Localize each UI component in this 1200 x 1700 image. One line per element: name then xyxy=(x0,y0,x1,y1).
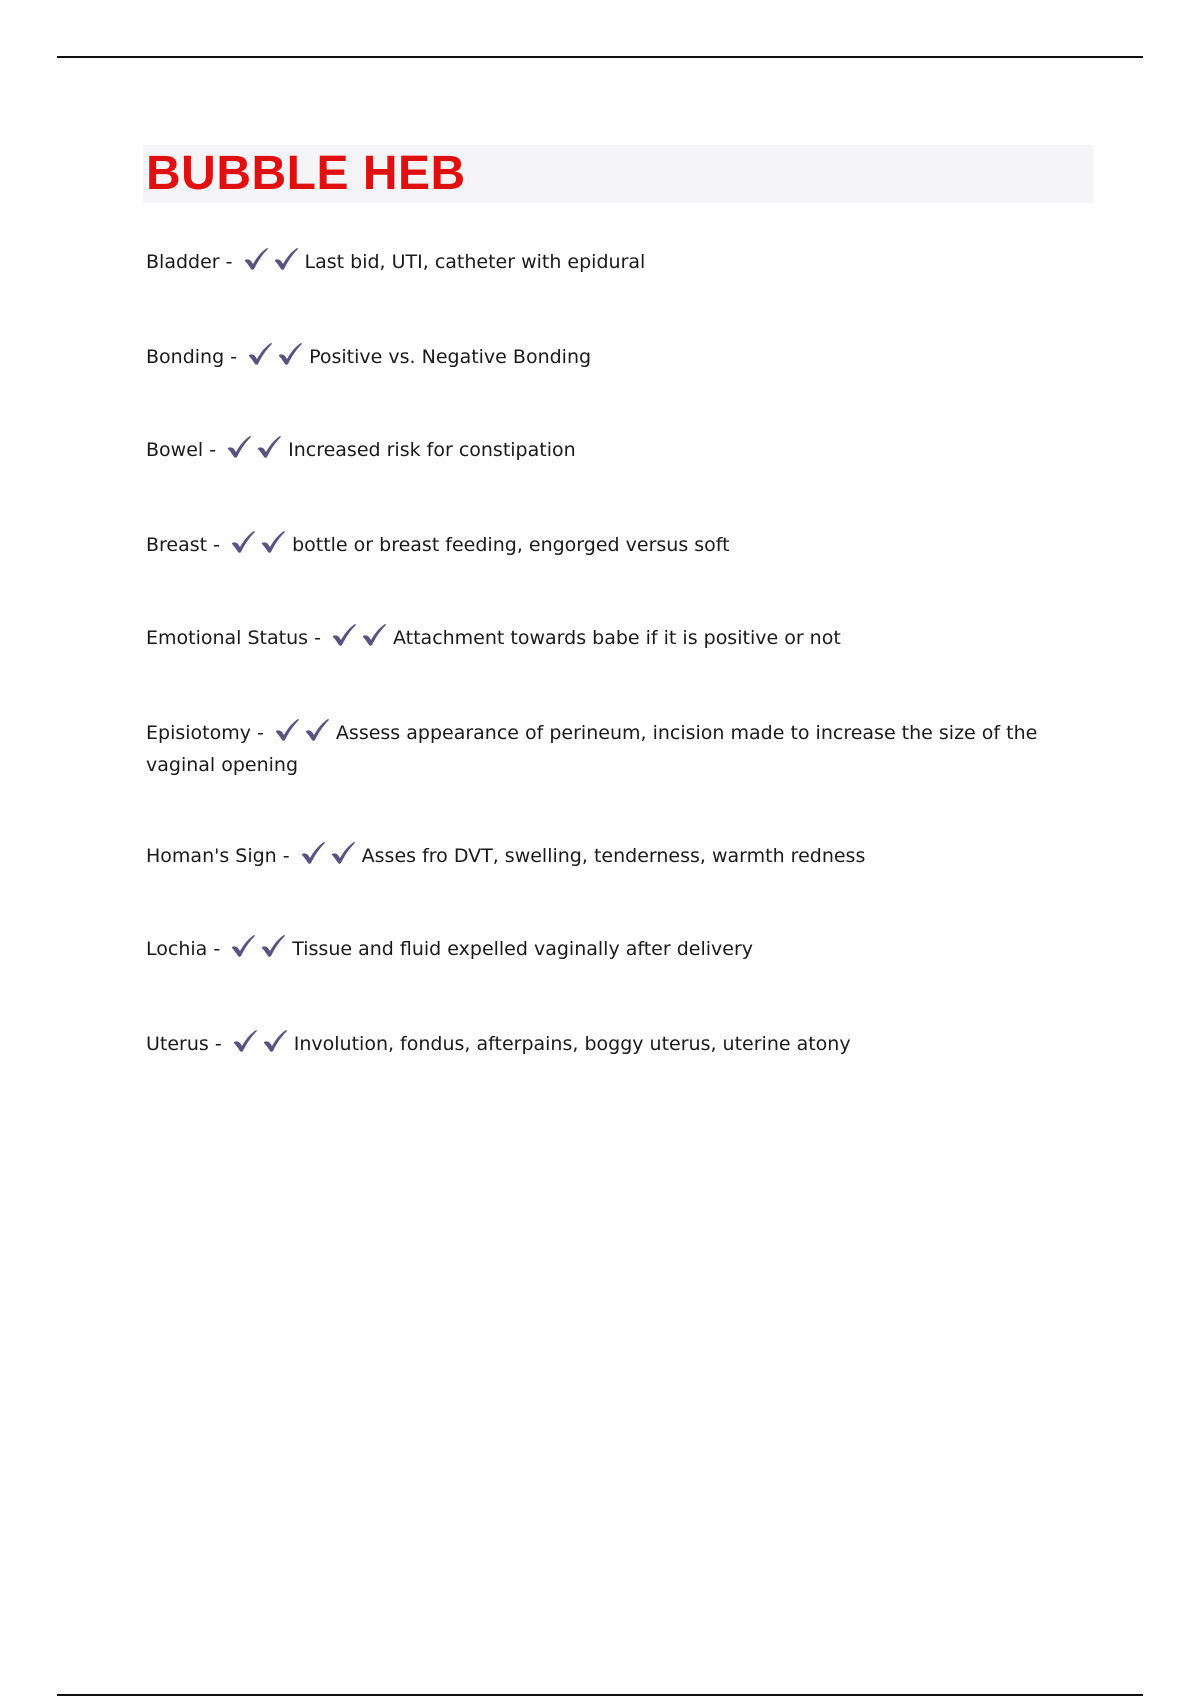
entry-homans-sign xyxy=(146,841,1066,874)
entry-episiotomy xyxy=(146,718,1066,780)
checkmark-icon xyxy=(247,342,273,366)
entry-definition: Involution, fondus, afterpains, boggy uterus, uterine atony xyxy=(293,1033,851,1055)
entry-breast xyxy=(146,530,1066,563)
checkmark-icon xyxy=(243,247,269,271)
checkmark-icon xyxy=(330,841,356,865)
double-check xyxy=(274,718,334,751)
entry-bladder xyxy=(146,247,1066,280)
entry-term: Episiotomy xyxy=(146,722,251,744)
entry-definition: Increased risk for constipation xyxy=(288,439,576,461)
entry-definition: Last bid, UTI, catheter with epidural xyxy=(304,251,646,273)
checkmark-icon xyxy=(274,718,300,742)
entry-term: Uterus xyxy=(146,1033,209,1055)
checkmark-icon xyxy=(304,718,330,742)
double-check xyxy=(230,530,290,563)
entry-separator: - xyxy=(219,251,239,273)
top-rule xyxy=(57,56,1143,58)
double-check xyxy=(331,623,391,656)
checkmark-icon xyxy=(300,841,326,865)
checkmark-icon xyxy=(226,435,252,459)
entry-separator: - xyxy=(203,439,223,461)
entry-separator: - xyxy=(308,627,327,649)
entry-uterus xyxy=(146,1029,1066,1062)
checkmark-icon xyxy=(361,623,387,647)
entry-term: Bowel xyxy=(146,439,204,461)
entry-separator: - xyxy=(250,722,270,744)
entry-term: Lochia xyxy=(146,938,208,960)
entry-term: Emotional Status xyxy=(146,627,309,649)
checkmark-icon xyxy=(262,1029,288,1053)
entry-term: Homan's Sign xyxy=(146,845,277,867)
entry-bonding xyxy=(146,342,1066,375)
checkmark-icon xyxy=(230,530,256,554)
checkmark-icon xyxy=(331,623,357,647)
entry-definition: Attachment towards babe if it is positive or not xyxy=(392,627,841,649)
entry-definition: Asses fro DVT, swelling, tenderness, warmth redness xyxy=(361,845,866,867)
entry-lochia xyxy=(146,934,1066,967)
entry-term: Bladder xyxy=(146,251,220,273)
checkmark-icon xyxy=(232,1029,258,1053)
double-check xyxy=(232,1029,292,1062)
checkmark-icon xyxy=(260,934,286,958)
entry-emotional-status xyxy=(146,623,1066,656)
checkmark-icon xyxy=(230,934,256,958)
double-check xyxy=(247,342,307,375)
entry-term: Bonding xyxy=(146,346,225,368)
double-check xyxy=(226,435,286,468)
double-check xyxy=(230,934,290,967)
entry-separator: - xyxy=(207,938,227,960)
entry-separator: - xyxy=(224,346,244,368)
checkmark-icon xyxy=(273,247,299,271)
checkmark-icon xyxy=(277,342,303,366)
entry-separator: - xyxy=(276,845,296,867)
entry-definition: Assess appearance of perineum, incision made to increase the size of the vaginal opening xyxy=(146,722,1038,776)
entry-definition: bottle or breast feeding, engorged versus soft xyxy=(292,534,730,556)
entry-definition: Positive vs. Negative Bonding xyxy=(309,346,592,368)
double-check xyxy=(243,247,303,280)
bottom-rule xyxy=(57,1694,1143,1696)
entry-separator: - xyxy=(207,534,227,556)
document-title: BUBBLE HEB xyxy=(146,147,466,200)
checkmark-icon xyxy=(260,530,286,554)
entry-bowel xyxy=(146,435,1066,468)
double-check xyxy=(300,841,360,874)
entry-definition: Tissue and fluid expelled vaginally after delivery xyxy=(292,938,754,960)
entry-separator: - xyxy=(208,1033,228,1055)
checkmark-icon xyxy=(256,435,282,459)
entry-term: Breast xyxy=(146,534,208,556)
